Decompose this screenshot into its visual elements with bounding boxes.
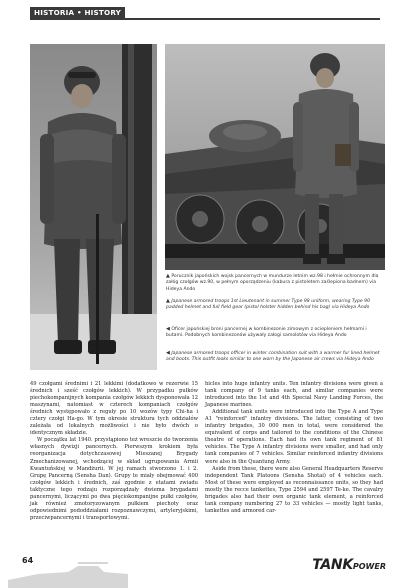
paragraph: 49 czołgami średnimi i 21 lekkimi (dodatkowo w rezerwie 15 średnich i sześć czołgów lekkich). W przypadku pułków piechokompanijnych kompania czołgów lekkich dysponowała 12 maszynami, natomiast w czterech kompaniach czołgów średnich występowało z reguły po 10 wozów typy Chi-ha i cztery czołgi Ha-go. W tym okresie struktura tych oddziałów zależała od lokalnych możliwości i nie było dwóch o identycznym składzie. (30, 381, 198, 437)
logo-sub: POWER (352, 562, 386, 571)
caption-text: Japanese armored troops 1st Lieutenant in summer Type 98 uniform, wearing Type 90 padded helmet and full field gear (pistol holster hidden behind his bag) (166, 299, 371, 311)
caption-arrow-left-icon: ◀ (166, 326, 170, 332)
caption-text: Japanese armored troops officer in winter combination suit with a warmer fur lined helmet and boots. This outfit looks similar to one worn by the Japanese air crews (166, 351, 380, 363)
caption-arrow-left-icon: ◀ (166, 350, 170, 356)
photo-lieutenant-summer-uniform (165, 44, 385, 270)
caption-credit: via Hideya Ando (166, 280, 377, 292)
magazine-logo (312, 554, 386, 573)
paragraph: W początku lat 1940. przystąpiono też wreszcie do tworzenia własnych dywizji pancernych. Pierwszym krokiem była reorganizacja dotychczasowej Mieszanej Brygady Zmechanizowanej, wchodzącej w skład ugrupowania Armii Kwantuńskiej w Mandżurii. W jej ramach stworzono 1. i 2. Grupę Pancerną (Sensha Dan). Grupy te miały obejmować 400 czołgów lekkich i średnich, zaś zgodnie z etatami zwiadu taktyczne tego rodzaju rozporządzały dwiema brygadami pancernymi, liczącymi po dwa pięciokompanijne pułki czołgów, jak również zmotoryzowanym pułkiem piechoty oraz odpowiednimi pododdziałami rozpoznawczymi, artyleryjskimi, przeciwpancernymi i transportowymi. (30, 437, 198, 521)
paragraph: Additional tank units were introduced into the Type A and Type A1 "reinforced" infantry divisions. The latter, consisting of two infantry brigades, 30 000 men in total, were considered the equivalent of corps and tailored to the conditions of the Chinese theatre of operations. Each had its own tank regiment of 81 vehicles. The Type A infantry divisions were smaller, and had only tank companies of 7 vehicles. Similar reinforced infantry divisions were also in the Quantung Army. (205, 409, 383, 465)
paragraph: Aside from these, there were also General Headquarters Reserve independent Tank Platoons (Sensha Shotai) of 4 vehicles each. Most of these were employed as reconnaissance units, so they had mostly the recce tankettes, Type 2594 and 2597 Te-ke. The cavalry brigades also had their own organic tank element, a reinforced tank company numbering 27 to 33 vehicles — mostly light tanks, tankettes and armored car- (205, 465, 383, 514)
photo-officer-winter-suit-image (30, 44, 157, 370)
page-number: 64 (22, 556, 34, 565)
header-rule (30, 18, 380, 20)
photo-lieutenant-summer-uniform-image (165, 44, 385, 270)
body-column-polish (30, 381, 198, 522)
caption-photo-right-pl (166, 273, 384, 293)
caption-credit: via Hideya Ando (336, 357, 374, 363)
caption-photo-left-pl (166, 326, 384, 340)
paragraph: hicles into huge infantry units. Ten infantry divisions were given a tank company of 9 tanks each, and similar companies were introduced into the 1st and 4th Special Navy Landing Forces, the Japanese marines. (205, 381, 383, 409)
section-tag: HISTORIA • HISTORY (30, 7, 125, 18)
caption-credit: via Hideya Ando (309, 333, 347, 339)
caption-credit: via Hideya Ando (331, 305, 370, 311)
caption-text: Porucznik japońskich wojsk pancernych w mundurze letnim wz.98 i hełmie ochronnym dla załóg czołgów wz.90, w pełnym oporządzeniu (kabura z pistoletem zaślepiona badnem) (166, 274, 379, 286)
photo-officer-winter-suit (30, 44, 157, 370)
caption-photo-left-en (166, 350, 384, 364)
caption-photo-right-en (166, 298, 384, 312)
caption-arrow-icon: ▲ (166, 298, 170, 304)
section-header (30, 7, 380, 18)
body-column-english (205, 381, 383, 515)
logo-main: TANK (312, 557, 353, 573)
caption-arrow-icon: ▲ (166, 273, 170, 279)
caption-text: Oficer japońskiej broni pancernej w kombinezonie zimowym z ociepleniem hełmami i butami. Podobnych kombinezonów używały załogi samolotów (166, 327, 367, 339)
